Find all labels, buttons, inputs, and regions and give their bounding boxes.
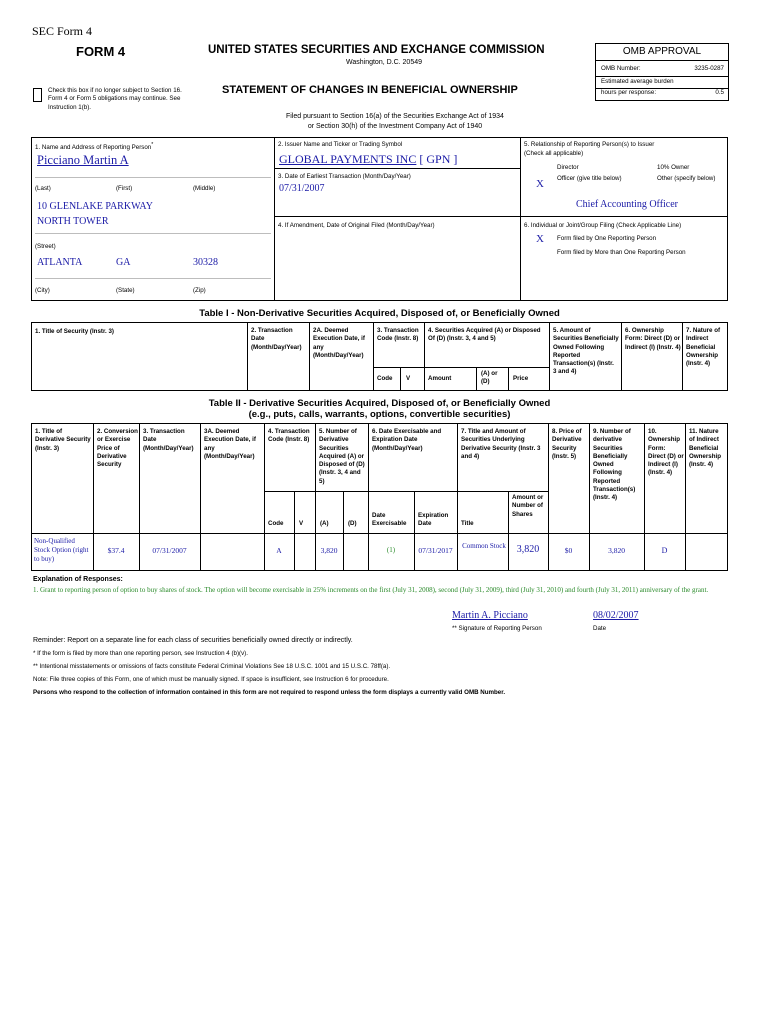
omb-number-label: OMB Number: [601, 65, 641, 72]
persons-notice: Persons who respond to the collection of information contained in this form are not required to respond unless the form displays a currently valid OMB Number. [33, 689, 506, 696]
t1-col-ownership-form: 6. Ownership Form: Direct (D) or Indirect (I) (Instr. 4) [625, 327, 681, 351]
earliest-date-value: 07/31/2007 [279, 183, 325, 194]
street-line-1: 10 GLENLAKE PARKWAY [37, 201, 153, 212]
reminder-text: Reminder: Report on a separate line for each class of securities beneficially owned directly or indirectly. [33, 637, 353, 644]
omb-burden-label: Estimated average burden [601, 78, 674, 85]
t2-col-date: 3. Transaction Date (Month/Day/Year) [143, 428, 194, 452]
t2-col-number: 5. Number of Derivative Securities Acquired (A) or Disposed of (D) (Instr. 3, 4 and 5) [319, 428, 365, 485]
t1-col-acquired: 4. Securities Acquired (A) or Disposed Of (D) (Instr. 3, 4 and 5) [428, 327, 541, 343]
table1-title: Table I - Non-Derivative Securities Acquired, Disposed of, or Beneficially Owned [199, 308, 560, 319]
t2-sub-expiration: Expiration Date [418, 512, 449, 528]
t1-sub-code: Code [377, 375, 393, 382]
t2-col-price: 8. Price of Derivative Security (Instr. 5) [552, 428, 582, 460]
state-label: (State) [116, 287, 135, 294]
t1-sub-v: V [406, 375, 411, 382]
city-label: Washington, D.C. 20549 [346, 59, 423, 66]
t2-row-ownership-form: D [661, 546, 668, 555]
other-option[interactable]: Other (specify below) [657, 175, 716, 182]
t2-row-underlying-amount: 3,820 [516, 544, 540, 555]
signature-name: Martin A. Picciano [452, 610, 528, 621]
middle-label: (Middle) [193, 185, 216, 192]
t2-row-exercisable: (1) [386, 546, 396, 554]
amendment-label: 4. If Amendment, Date of Original Filed (Month/Day/Year) [278, 222, 435, 229]
filing-more-persons[interactable]: Form filed by More than One Reporting Person [557, 249, 686, 256]
t2-col-nature: 11. Nature of Indirect Beneficial Ownership (Instr. 4) [689, 428, 721, 469]
t1-col-nature: 7. Nature of Indirect Beneficial Ownership (Instr. 4) [686, 327, 721, 368]
issuer-name[interactable]: GLOBAL PAYMENTS INC [ GPN ] [279, 152, 458, 166]
signature-label: ** Signature of Reporting Person [452, 625, 542, 632]
t2-row-code: A [276, 546, 282, 555]
city-label: (City) [35, 287, 50, 294]
t2-sub-v: V [299, 520, 304, 527]
t1-sub-price: Price [513, 375, 529, 382]
state-value: GA [116, 257, 131, 268]
t2-col-deemed: 3A. Deemed Execution Date, if any (Month/Day/Year) [204, 428, 256, 460]
t2-col-code: 4. Transaction Code (Instr. 8) [268, 428, 310, 444]
t2-row-deriv-price: $0 [564, 546, 573, 555]
date-label: Date [593, 625, 607, 632]
sec-form-label: SEC Form 4 [32, 24, 93, 38]
explanation-label: Explanation of Responses: [33, 576, 123, 583]
filed-pursuant-2: or Section 30(h) of the Investment Company Act of 1940 [307, 123, 483, 130]
section16-checkbox[interactable] [33, 88, 42, 102]
t2-col-exercisable: 6. Date Exercisable and Expiration Date (Month/Day/Year) [372, 428, 442, 452]
reporting-person-name[interactable]: Picciano Martin A [37, 153, 129, 167]
t2-sub-d: (D) [348, 520, 357, 527]
t1-col-deemed: 2A. Deemed Execution Date, if any (Month/Day/Year) [313, 327, 365, 359]
first-label: (First) [116, 185, 133, 192]
table2-subtitle: (e.g., puts, calls, warrants, options, convertible securities) [248, 409, 511, 420]
city-value: ATLANTA [37, 257, 83, 268]
signature-date: 08/02/2007 [593, 610, 639, 621]
filing-one-person[interactable]: Form filed by One Reporting Person [557, 235, 657, 242]
officer-option[interactable]: Officer (give title below) [557, 175, 622, 182]
checkbox-instruction: Check this box if no longer subject to Section 16. Form 4 or Form 5 obligations may continue. See Instruction 1(b). [48, 87, 182, 111]
form-title: FORM 4 [76, 44, 126, 59]
statement-title: STATEMENT OF CHANGES IN BENEFICIAL OWNERSHIP [222, 84, 518, 96]
relationship-label: 5. Relationship of Reporting Person(s) to Issuer [524, 141, 655, 148]
t2-row-security: Non-Qualified Stock Option (right to buy) [34, 537, 89, 563]
t2-row-underlying-title: Common Stock [462, 542, 506, 550]
t2-col-conversion: 2. Conversion or Exercise Price of Derivative Security [97, 428, 138, 469]
relationship-sub: (Check all applicable) [524, 150, 584, 157]
t2-sub-title: Title [461, 520, 474, 527]
omb-hours-value: 0.5 [715, 89, 724, 96]
t2-sub-code: Code [268, 520, 284, 527]
t1-sub-amount: Amount [428, 375, 452, 382]
omb-number-value: 3235-0287 [694, 65, 724, 72]
t1-col-date: 2. Transaction Date (Month/Day/Year) [251, 327, 302, 351]
t1-col-owned: 5. Amount of Securities Beneficially Owned Following Reported Transaction(s) (Instr. 3 and 4) [553, 327, 619, 376]
filed-pursuant-1: Filed pursuant to Section 16(a) of the Securities Exchange Act of 1934 [286, 113, 504, 120]
t2-row-conversion-price: $37.4 [107, 546, 125, 555]
note-copies: Note: File three copies of this Form, one of which must be manually signed. If space is insufficient, see Instruction 6 for procedure. [33, 676, 389, 683]
t1-sub-aord: (A) or (D) [481, 370, 498, 386]
officer-check-mark: X [536, 178, 544, 190]
t2-row-date: 07/31/2007 [152, 546, 187, 555]
t2-col-underlying: 7. Title and Amount of Securities Underlying Derivative Security (Instr. 3 and 4) [461, 428, 541, 460]
t2-sub-a: (A) [320, 520, 329, 527]
t2-sub-amount-shares: Amount or Number of Shares [512, 494, 544, 518]
table2-title: Table II - Derivative Securities Acquired, Disposed of, or Beneficially Owned [208, 398, 551, 409]
note-multiple-persons: * If the form is filed by more than one reporting person, see Instruction 4 (b)(v). [33, 650, 248, 657]
explanation-text: 1. Grant to reporting person of option to buy shares of stock. The option will become exercisable in 25% increments on the first (July 31, 2008), second (July 31, 2009), third (July 31, 2010) and fourth (July 31, 2011) anniversary of the grant. [33, 586, 709, 594]
street-label: (Street) [35, 243, 56, 250]
t2-row-expiration: 07/31/2017 [418, 546, 453, 555]
note-misstatements: ** Intentional misstatements or omissions of facts constitute Federal Criminal Violations See 18 U.S.C. 1001 and 15 U.S.C. 78ff(a). [33, 663, 391, 670]
filing-label: 6. Individual or Joint/Group Filing (Check Applicable Line) [524, 222, 682, 229]
t2-col-owned: 9. Number of derivative Securities Beneficially Owned Following Reported Transaction(s) (Instr. 4) [593, 428, 636, 502]
zip-label: (Zip) [193, 287, 206, 294]
director-option[interactable]: Director [557, 164, 579, 171]
commission-title: UNITED STATES SECURITIES AND EXCHANGE COMMISSION [208, 44, 545, 56]
ten-pct-owner-option[interactable]: 10% Owner [657, 164, 690, 171]
t1-col-title: 1. Title of Security (Instr. 3) [35, 328, 114, 335]
filing-check-mark: X [536, 233, 544, 245]
omb-title: OMB APPROVAL [596, 44, 728, 61]
zip-value: 30328 [193, 257, 218, 268]
t2-row-amount: 3,820 [320, 546, 338, 555]
t1-col-code: 3. Transaction Code (Instr. 8) [377, 327, 419, 343]
t2-col-title: 1. Title of Derivative Security (Instr. 3) [35, 428, 91, 452]
t2-row-owned: 3,820 [608, 546, 625, 555]
t2-col-ownership-form: 10. Ownership Form: Direct (D) or Indirect (I) (Instr. 4) [648, 428, 684, 477]
issuer-label: 2. Issuer Name and Ticker or Trading Symbol [278, 141, 403, 148]
t2-sub-date-exercisable: Date Exercisable [372, 512, 407, 528]
last-label: (Last) [35, 185, 51, 192]
reporting-person-label: 1. Name and Address of Reporting Person* [35, 142, 154, 152]
officer-title: Chief Accounting Officer [576, 199, 679, 210]
street-line-2: NORTH TOWER [37, 216, 109, 227]
omb-hours-label: hours per response: [601, 89, 657, 96]
omb-approval-box [595, 43, 729, 101]
earliest-date-label: 3. Date of Earliest Transaction (Month/Day/Year) [278, 173, 411, 180]
